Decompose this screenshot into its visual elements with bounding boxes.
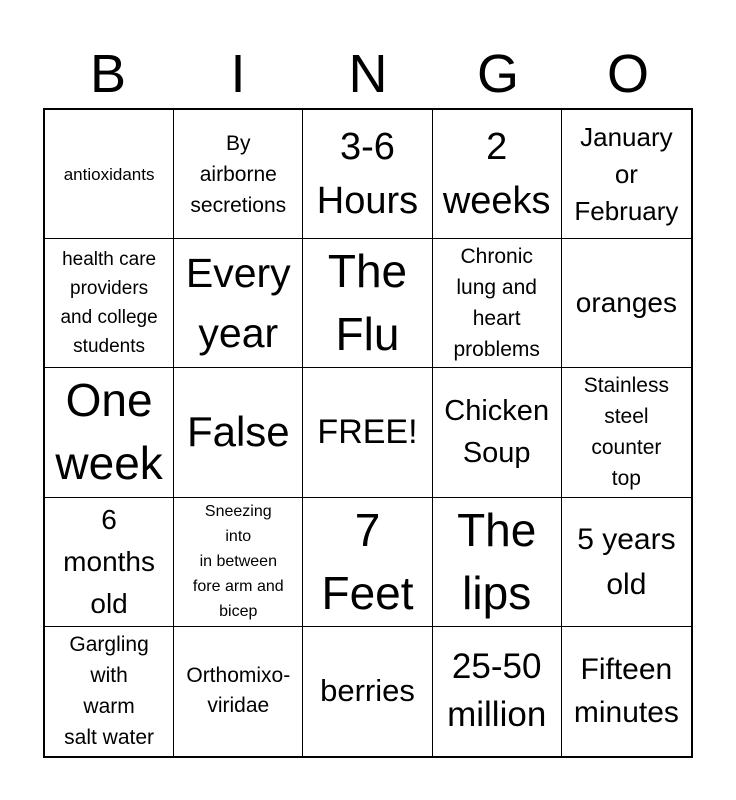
bingo-cell[interactable]: False: [174, 368, 303, 497]
bingo-cell[interactable]: 6 months old: [45, 498, 174, 627]
bingo-cell[interactable]: Fifteen minutes: [573, 653, 679, 730]
bingo-header: [43, 40, 693, 108]
bingo-cell[interactable]: oranges: [562, 239, 691, 368]
bingo-cell[interactable]: 5 years old: [562, 498, 691, 627]
bingo-cell[interactable]: The Flu: [303, 239, 432, 368]
bingo-cell[interactable]: January or February: [562, 110, 691, 239]
bingo-cell[interactable]: 2 weeks: [433, 110, 562, 239]
bingo-cell[interactable]: One week: [45, 368, 174, 497]
header-letter-g: G: [476, 44, 519, 104]
bingo-cell[interactable]: 7 Feet: [303, 498, 432, 627]
bingo-cell[interactable]: Chronic lung and heart problems: [433, 239, 562, 368]
header-letter-o: O: [606, 44, 649, 104]
bingo-cell[interactable]: Every year: [174, 239, 303, 368]
bingo-cell[interactable]: antioxidants: [45, 110, 174, 239]
bingo-cell[interactable]: 25-50 million: [433, 627, 562, 756]
header-letter-n: N: [348, 44, 388, 104]
bingo-cell[interactable]: Gargling with warm salt water: [45, 627, 174, 756]
free-space-cell[interactable]: FREE!: [303, 368, 432, 497]
bingo-cell[interactable]: By airborne secretions: [174, 110, 303, 239]
bingo-cell[interactable]: health care providers and college students: [45, 239, 174, 368]
bingo-cell[interactable]: Sneezing into in between fore arm and bicep: [174, 498, 303, 627]
bingo-cell[interactable]: Stainless steel counter top: [562, 368, 691, 497]
bingo-cell[interactable]: The lips: [433, 498, 562, 627]
bingo-cell[interactable]: 3-6 Hours: [303, 110, 432, 239]
header-letter-b: B: [89, 44, 127, 104]
bingo-cell[interactable]: Orthomixo- viridae: [174, 627, 303, 756]
header-letter-i: I: [230, 44, 246, 104]
bingo-cell[interactable]: berries: [303, 627, 432, 756]
bingo-cell[interactable]: Chicken Soup: [433, 368, 562, 497]
bingo-board: [43, 108, 693, 758]
